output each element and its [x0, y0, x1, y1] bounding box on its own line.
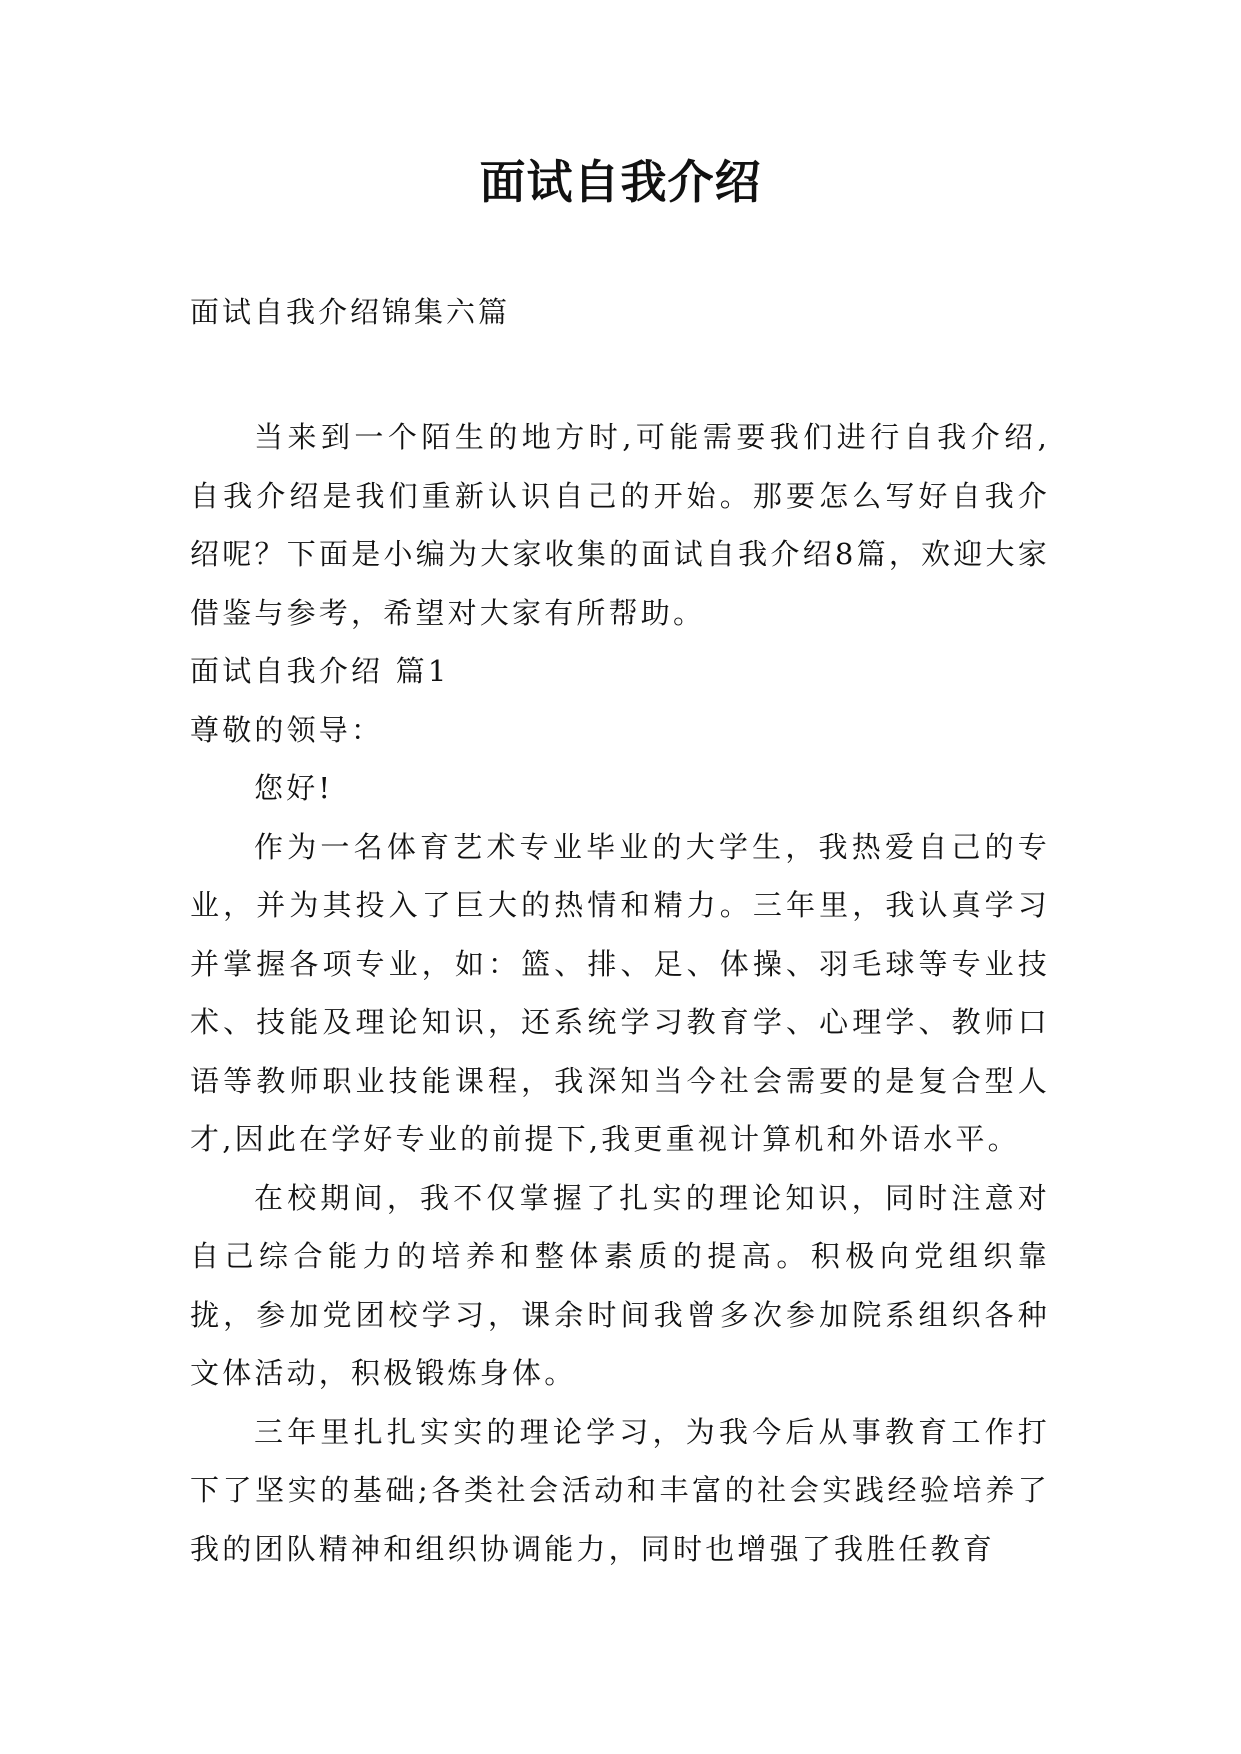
- document-body: [190, 408, 1050, 1578]
- salutation: 尊敬的领导：: [190, 712, 384, 747]
- section-heading: 面试自我介绍 篇1: [190, 654, 450, 688]
- greeting: 您好!: [254, 771, 334, 805]
- paragraph-intro: 当来到一个陌生的地方时,可能需要我们进行自我介绍,自我介绍是我们重新认识自己的开始。那要怎么写好自我介绍呢？下面是小编为大家收集的面试自我介绍8篇，欢迎大家借鉴与参考，希望对大家有所帮助。: [190, 420, 1050, 630]
- document-subtitle: 面试自我介绍锦集六篇: [190, 295, 511, 329]
- page-title: 面试自我介绍: [479, 155, 762, 209]
- paragraph: 作为一名体育艺术专业毕业的大学生，我热爱自己的专业，并为其投入了巨大的热情和精力。三年里，我认真学习并掌握各项专业，如：篮、排、足、体操、羽毛球等专业技术、技能及理论知识，还系统学习教育学、心理学、教师口语等教师职业技能课程，我深知当今社会需要的是复合型人才,因此在学好专业的前提下,我更重视计算机和外语水平。: [190, 829, 1050, 1156]
- paragraph: 在校期间，我不仅掌握了扎实的理论知识，同时注意对自己综合能力的培养和整体素质的提高。积极向党组织靠拢，参加党团校学习，课余时间我曾多次参加院系组织各种文体活动，积极锻炼身体。: [190, 1180, 1050, 1390]
- paragraph: 三年里扎扎实实的理论学习，为我今后从事教育工作打下了坚实的基础;各类社会活动和丰富的社会实践经验培养了我的团队精神和组织协调能力，同时也增强了我胜任教育: [190, 1414, 1050, 1566]
